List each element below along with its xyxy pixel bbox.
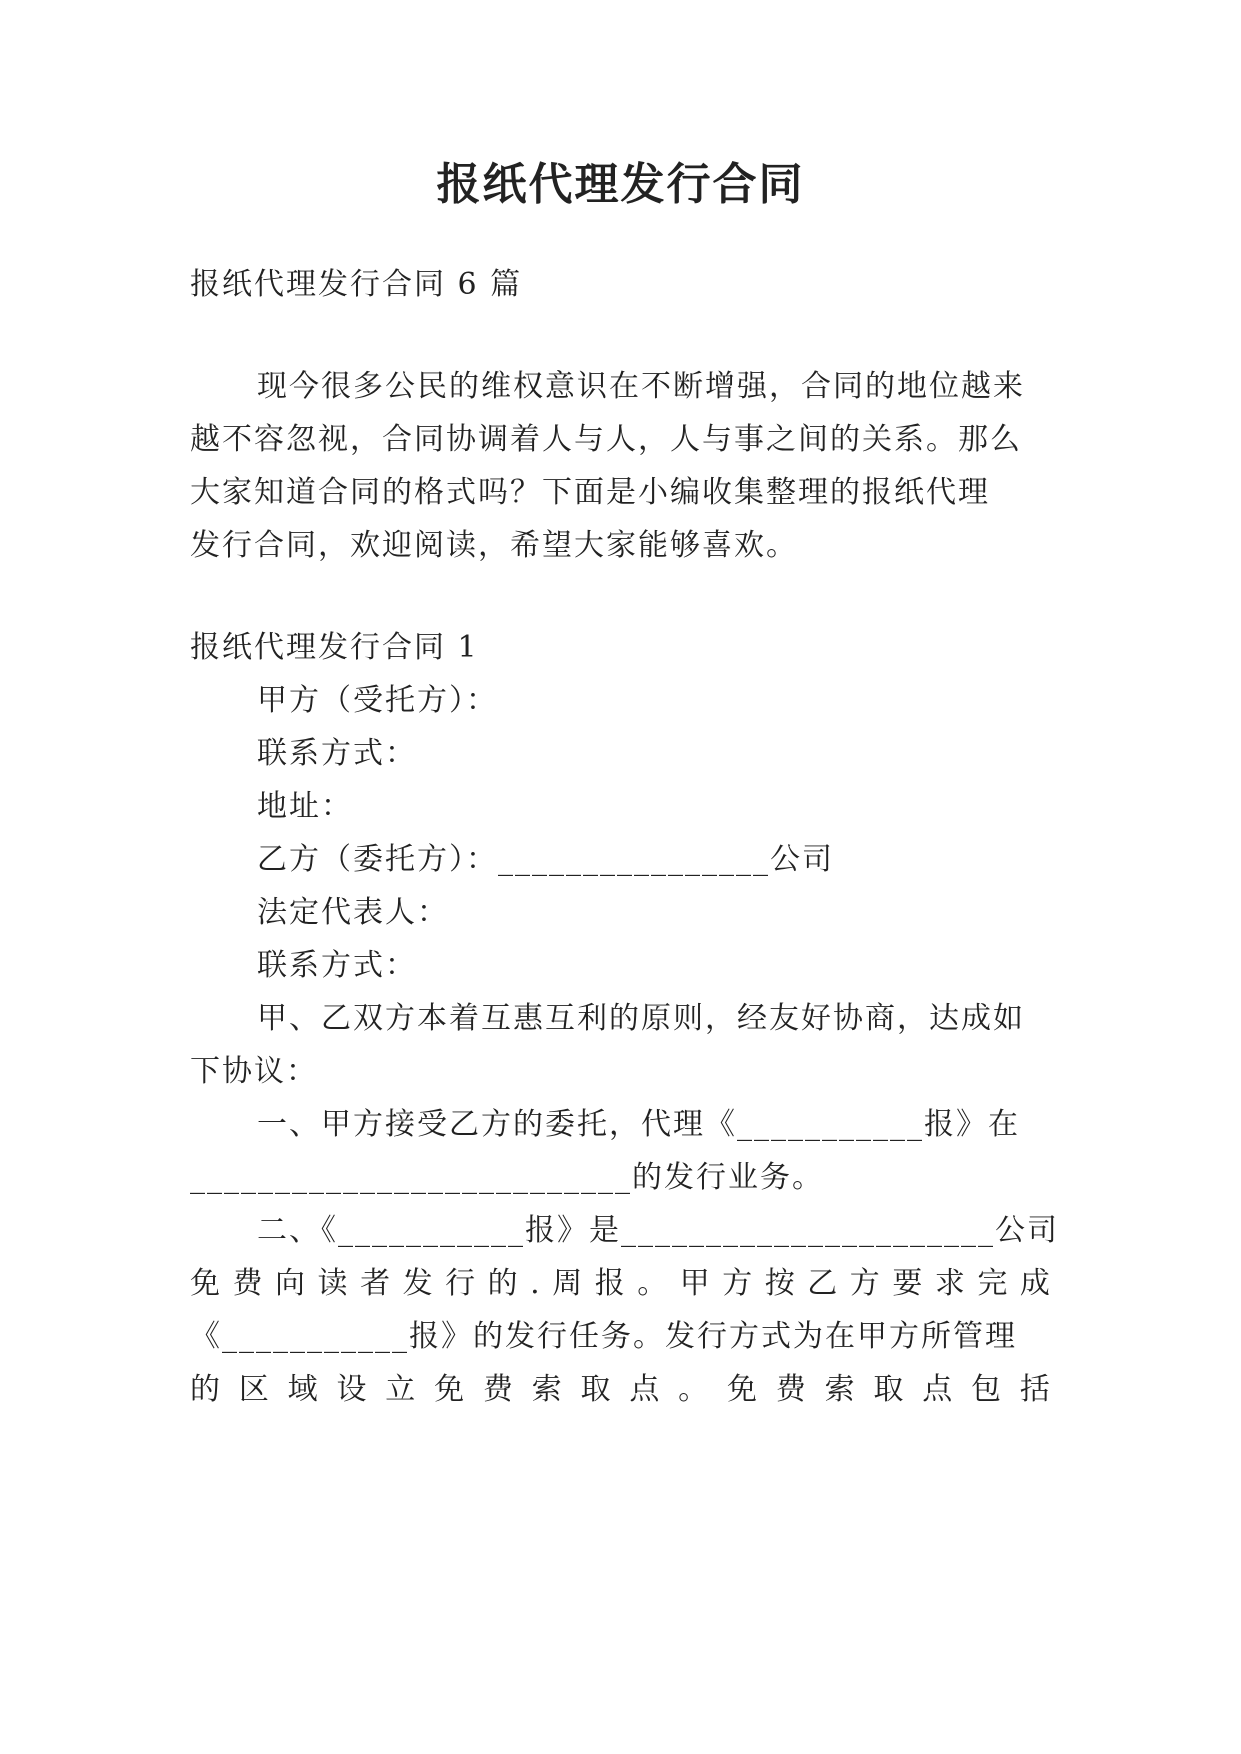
justified-char: 立: [385, 1372, 416, 1407]
agreement-line-2: 下协议：: [190, 1054, 318, 1089]
justified-char: 取: [873, 1372, 904, 1407]
justified-char: 免: [434, 1372, 465, 1407]
justified-char: 设: [336, 1372, 367, 1407]
justified-char: 索: [531, 1372, 562, 1407]
justified-char: 的: [487, 1266, 518, 1301]
justified-char: 报: [594, 1266, 625, 1301]
justified-char: 。: [637, 1266, 668, 1301]
justified-char: 方: [849, 1266, 880, 1301]
section-heading: 报纸代理发行合同 1: [190, 630, 479, 665]
justified-char: 者: [360, 1266, 391, 1301]
justified-char: 免: [190, 1266, 220, 1301]
intro-line-1: 现今很多公民的维权意识在不断增强，合同的地位越来: [257, 369, 1025, 404]
justified-char: 的: [190, 1372, 220, 1407]
justified-char: 取: [580, 1372, 611, 1407]
justified-char: 费: [482, 1372, 513, 1407]
justified-char: 点: [629, 1372, 660, 1407]
justified-char: 乙: [807, 1266, 838, 1301]
justified-char: 点: [922, 1372, 953, 1407]
justified-char: 括: [1019, 1372, 1050, 1407]
justified-char: 要: [892, 1266, 923, 1301]
justified-char: 域: [287, 1372, 318, 1407]
intro-line-4: 发行合同，欢迎阅读，希望大家能够喜欢。: [190, 528, 798, 563]
justified-char: 免: [726, 1372, 757, 1407]
justified-char: 行: [445, 1266, 476, 1301]
clause-2-line-4: [190, 1370, 1050, 1410]
justified-char: 向: [275, 1266, 306, 1301]
contact-b-label: 联系方式：: [257, 948, 417, 983]
justified-char: 索: [824, 1372, 855, 1407]
legal-rep-label: 法定代表人：: [257, 895, 449, 930]
clause-1-line-1: 一、甲方接受乙方的委托，代理《___________报》在: [257, 1107, 1020, 1142]
justified-char: 完: [977, 1266, 1008, 1301]
document-subtitle: 报纸代理发行合同 6 篇: [190, 267, 523, 302]
justified-char: 周: [552, 1266, 583, 1301]
justified-char: 区: [238, 1372, 269, 1407]
document-title: 报纸代理发行合同: [436, 159, 805, 210]
justified-char: 包: [971, 1372, 1001, 1407]
intro-line-3: 大家知道合同的格式吗？下面是小编收集整理的报纸代理: [190, 475, 990, 510]
justified-char: 成: [1019, 1266, 1050, 1301]
justified-char: 读: [317, 1266, 348, 1301]
justified-char: 费: [232, 1266, 263, 1301]
contact-a-label: 联系方式：: [257, 736, 417, 771]
justified-char: 费: [775, 1372, 806, 1407]
justified-char: 发: [402, 1266, 433, 1301]
justified-char: .: [530, 1266, 540, 1301]
party-b-label: 乙方（委托方）：________________公司: [257, 842, 834, 877]
address-label: 地址：: [257, 789, 353, 824]
justified-char: 。: [678, 1372, 709, 1407]
clause-1-line-2: __________________________的发行业务。: [190, 1160, 824, 1195]
party-a-label: 甲方（受托方）：: [257, 683, 498, 718]
justified-char: 按: [764, 1266, 795, 1301]
justified-char: 方: [722, 1266, 753, 1301]
clause-2-line-3: 《___________报》的发行任务。发行方式为在甲方所管理: [190, 1319, 1017, 1354]
clause-2-line-1: 二、《___________报》是______________________公司: [257, 1213, 1059, 1248]
justified-char: 求: [934, 1266, 965, 1301]
justified-char: 甲: [679, 1266, 710, 1301]
intro-line-2: 越不容忽视，合同协调着人与人，人与事之间的关系。那么: [190, 422, 1022, 457]
agreement-line-1: 甲、乙双方本着互惠互利的原则，经友好协商，达成如: [257, 1001, 1025, 1036]
clause-2-line-2: [190, 1264, 1050, 1304]
